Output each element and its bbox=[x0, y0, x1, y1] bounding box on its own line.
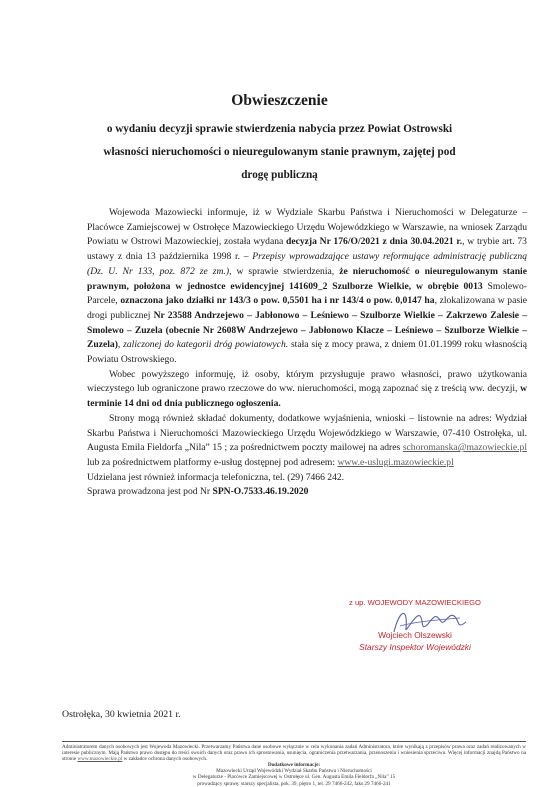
paragraph-text: Smolewo-Parcele, bbox=[87, 280, 527, 307]
paragraph-text: Sprawa prowadzona jest pod Nr bbox=[87, 486, 213, 498]
email-link[interactable]: schoromanska@mazowieckie.pl bbox=[402, 442, 527, 454]
document-title: Obwieszczenie bbox=[231, 92, 328, 109]
paragraph-phone: Udzielana jest również informacja telefoniczna, tel. (29) 7466 242. bbox=[87, 471, 345, 483]
paragraph-text: , w trybie art. 73 ustawy z dnia 13 października 1998 r. – bbox=[87, 236, 527, 263]
paragraph-inspection bbox=[87, 368, 527, 412]
document-body bbox=[87, 206, 527, 500]
additional-info-line: Mazowiecki Urząd Wojewódzki Wydział Skarbu Państwa i Nieruchomości bbox=[216, 768, 372, 775]
parcel-numbers: oznaczona jako działki nr 143/3 o pow. 0,5501 ha i nr 143/4 o pow. 0,0147 ha bbox=[120, 295, 435, 307]
gdpr-notice bbox=[62, 744, 526, 762]
gdpr-text: w zakładce ochrona danych osobowych. bbox=[122, 756, 208, 763]
additional-info-line: prowadzący sprawę: starszy specjalista, pok. 39, piętro 1, tel. 29 7466-242, faks 29 7466-241 bbox=[197, 780, 391, 787]
subtitle-line-1: o wydaniu decyzji sprawie stwierdzenia nabycia przez Powiat Ostrowski bbox=[106, 123, 453, 135]
legal-basis: Przepisy wprowadzające ustawy reformujące administrację publiczną (Dz. U. Nr 133, poz. 872 ze zm.), bbox=[87, 251, 527, 277]
paragraph-case-number bbox=[87, 485, 527, 500]
road-description: Nr 23588 Andrzejewo – Jabłonowo – Leśniewo – Szulborze Wielkie – Zakrzewo Zalesie – Smolewo – Zuzela (obecnie Nr 2608W Andrzejewo – Jabłonowo Klacze – Leśniewo – Szulborze Wielkie – Zuzela) bbox=[87, 309, 527, 351]
stamp-position: Starszy Inspektor Wojewódzki bbox=[359, 642, 471, 652]
case-number: SPN-O.7533.46.19.2020 bbox=[212, 486, 309, 498]
inspection-deadline: w terminie 14 dni od dnia publicznego ogłoszenia. bbox=[87, 383, 527, 410]
stamp-name: Wojciech Olszewski bbox=[378, 630, 452, 640]
subtitle-line-2: własności nieruchomości o nieuregulowanym stanie prawnym, zajętej pod bbox=[103, 146, 456, 158]
additional-info-line: w Delegaturze - Placówce Zamiejscowej w Ostrołęce ul. Gen. Augusta Emila Fieldorfa „Nila” 15 bbox=[192, 774, 396, 781]
additional-info bbox=[62, 762, 526, 786]
paragraph-text: Wojewoda Mazowiecki informuje, iż w Wydziale Skarbu Państwa i Nieruchomości w Delegaturze – Placówce Zamiejscowej w Ostrołęce Mazowieckiego Urzędu Wojewódzkiego w Warszawie, na wniosek Zarządu Powiatu w Ostrowi Mazowieckiej, została wydana bbox=[87, 207, 527, 248]
website-link[interactable]: www.mazowieckie.pl bbox=[77, 756, 123, 763]
property-location: że nieruchomość o nieuregulowanym stanie prawnym, położona w jednostce ewidencyjnej 141609_2 Szulborze Wielkie, w obrębie 0013 bbox=[87, 265, 527, 292]
handwritten-signature bbox=[390, 602, 470, 642]
paragraph-contact bbox=[87, 412, 527, 471]
additional-info-title: Dodatkowe informacje: bbox=[267, 762, 321, 769]
place-and-date: Ostrołęka, 30 kwietnia 2021 r. bbox=[62, 709, 181, 720]
gdpr-text: Administratorem danych osobowych jest Wojewoda Mazowiecki. Przetwarzamy Państwa dane osobowe wyłącznie w celu wykonania zadań Administratora, które wynikają z przepisów prawa oraz zadań realizowanych w interesie publicznym. Mają Państwo prawo dostępu do treści swoich danych oraz prawo ich sprostowania, usunięcia, ograniczenia przetwarzania, przenoszenia i wniesienia sprzeciwu. Więcej informacji znajdą Państwo na stronie bbox=[62, 744, 526, 763]
stamp-authority: z up. WOJEWODY MAZOWIECKIEGO bbox=[349, 598, 481, 607]
paragraph-text: , bbox=[117, 339, 124, 351]
decision-number: decyzja Nr 176/O/2021 z dnia 30.04.2021 r. bbox=[286, 236, 463, 248]
paragraph-text: Wobec powyższego informuję, iż osoby, którym przysługuje prawo własności, prawo użytkowania wieczystego lub ograniczone prawo rzeczowe do ww. nieruchomości, mogą zapoznać się z treścią ww. decyzji, bbox=[87, 368, 527, 395]
paragraph-text: Strony mogą również składać dokumenty, dodatkowe wyjaśnienia, wnioski – listownie na adres: Wydział Skarbu Państwa i Nieruchomości Mazowieckiego Urzędu Wojewódzkiego w Warszawie, 07-410 Ostrołęka, ul. Augusta Emila Fieldorfa „Nila” 15 ; za pośrednictwem poczty mailowej na adres bbox=[87, 412, 527, 454]
paragraph-text: stała się z mocy prawa, z dniem 01.01.1999 roku własnością Powiatu Ostrowskiego. bbox=[87, 339, 527, 366]
document-subtitle bbox=[70, 118, 489, 187]
subtitle-line-3: drogę publiczną bbox=[241, 169, 318, 181]
paragraph-decision bbox=[87, 206, 527, 368]
footer-notice bbox=[62, 741, 526, 787]
paragraph-text: lub za pośrednictwem platformy e-usług dostępnej pod adresem: bbox=[87, 456, 338, 468]
paragraph-text: w sprawie stwierdzenia, bbox=[231, 265, 340, 277]
road-category: zaliczonej do kategorii dróg powiatowych. bbox=[123, 339, 289, 351]
e-services-link[interactable]: www.e-uslugi.mazowieckie.pl bbox=[337, 456, 454, 468]
paragraph-text: , zlokalizowana w pasie drogi publicznej bbox=[87, 295, 528, 321]
